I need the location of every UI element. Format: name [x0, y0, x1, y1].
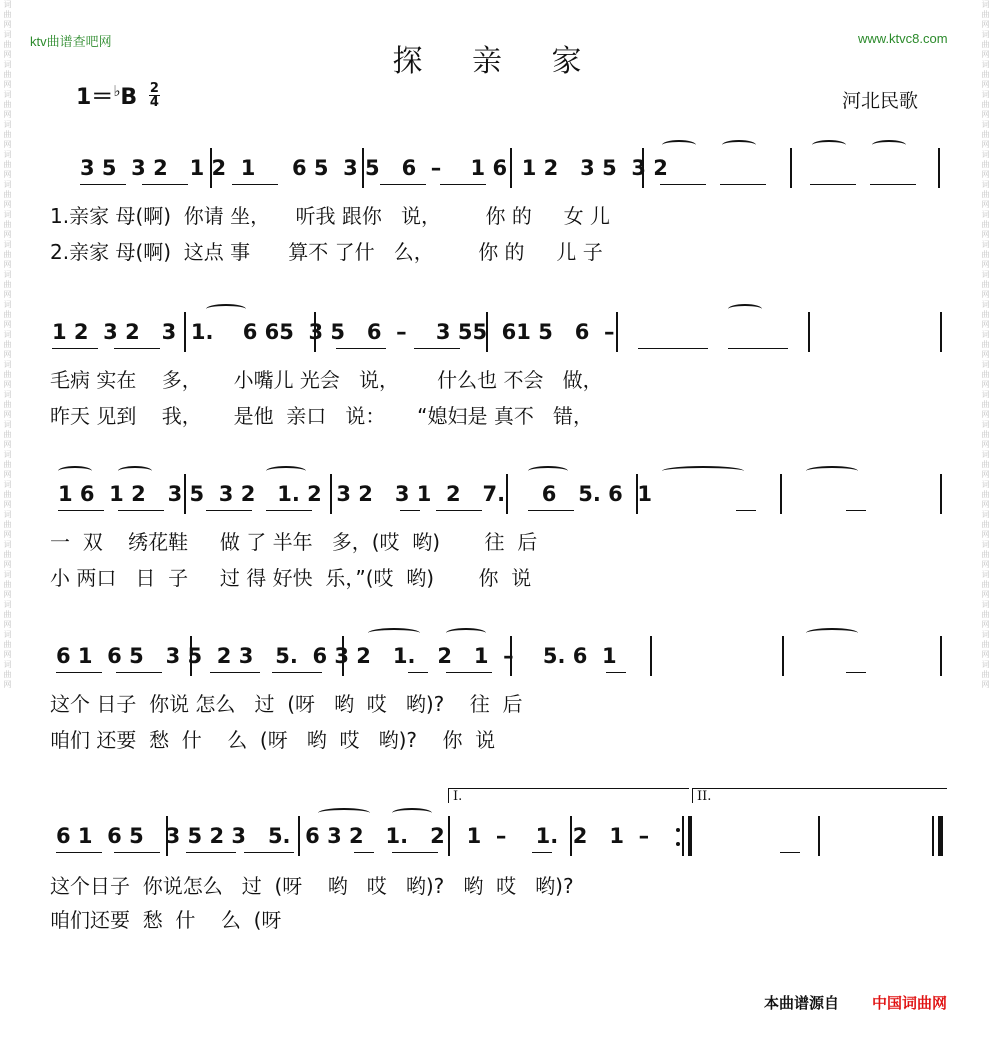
bar-line [184, 312, 186, 352]
slur [662, 140, 696, 150]
underline-beam [846, 672, 866, 673]
bar-line [448, 816, 450, 856]
underline-beam [440, 184, 486, 185]
underline-beam [810, 184, 856, 185]
slur [728, 304, 762, 314]
underline-beam [210, 672, 260, 673]
slur [528, 466, 568, 476]
repeat-bar-thin [682, 816, 684, 856]
final-bar-thick [938, 816, 943, 856]
key-note: B [120, 85, 138, 110]
side-watermark-right: 词曲网词曲网词曲网词曲网词曲网词曲网词曲网词曲网词曲网词曲网词曲网词曲网词曲网词曲网词曲网词曲网词曲网词曲网词曲网词曲网词曲网词曲网词曲网 [981, 0, 990, 690]
bar-line [780, 474, 782, 514]
lyric-verse-2: 咱们 还要 愁 什 么 (呀 哟 哎 哟)? 你 说 [50, 728, 496, 752]
lyric-verse-2: 2.亲家 母(啊) 这点 事 算不 了什 么， 你 的 儿 子 [50, 240, 603, 264]
bar-line [298, 816, 300, 856]
notation-line: 3 5 3 2 1 2 1 6 5 3 5 6 – 1 6 1 2 3 5 3 2 [80, 156, 668, 180]
slur [58, 466, 92, 476]
bar-line [636, 474, 638, 514]
final-bar-thin [932, 816, 934, 856]
slur [872, 140, 906, 150]
notation-line: 6 1 6 5 3 5 2 3 5. 6 3 2 1. 2 1 – 5. 6 1 [56, 644, 617, 668]
underline-beam [244, 852, 294, 853]
repeat-dot [676, 842, 680, 846]
slur [392, 808, 432, 818]
underline-beam [114, 348, 160, 349]
slur [812, 140, 846, 150]
underline-beam [272, 672, 322, 673]
time-top: 2 [149, 80, 159, 96]
volta-first-ending: I. [448, 788, 689, 803]
lyric-verse-2: 昨天 见到 我， 是他 亲口 说： “媳妇是 真不 错， [50, 404, 593, 428]
underline-beam [354, 852, 374, 853]
underline-beam [660, 184, 706, 185]
site-name-left[interactable]: ktv曲谱查吧网 [30, 34, 112, 49]
flat-symbol: ♭ [113, 82, 121, 100]
underline-beam [436, 510, 482, 511]
slur [206, 304, 246, 314]
slur [722, 140, 756, 150]
lyric-verse-1: 这个 日子 你说 怎么 过 (呀 哟 哎 哟)? 往 后 [50, 692, 523, 716]
credit-source-link[interactable]: 中国词曲网 [872, 995, 948, 1012]
underline-beam [446, 672, 492, 673]
repeat-bar-thick [688, 816, 692, 856]
slur [806, 466, 858, 476]
bar-line [510, 148, 512, 188]
underline-beam [392, 852, 438, 853]
underline-beam [736, 510, 756, 511]
underline-beam [56, 672, 102, 673]
key-prefix: 1＝ [76, 85, 114, 110]
underline-beam [528, 510, 574, 511]
bar-line [790, 148, 792, 188]
underline-beam [870, 184, 916, 185]
bar-line [210, 148, 212, 188]
bar-line [190, 636, 192, 676]
underline-beam [638, 348, 708, 349]
bar-line [362, 148, 364, 188]
bar-line [314, 312, 316, 352]
bar-line [570, 816, 572, 856]
lyric-verse-1: 1.亲家 母(啊) 你请 坐， 听我 跟你 说， 你 的 女 儿 [50, 204, 610, 228]
lyric-verse-1: 这个日子 你说怎么 过 (呀 哟 哎 哟)? 哟 哎 哟)? [50, 874, 574, 898]
notation-line: 6 1 6 5 3 5 2 3 5. 6 3 2 1. 2 1 – 1. 2 1 – [56, 824, 650, 848]
bar-line [330, 474, 332, 514]
bar-line [506, 474, 508, 514]
underline-beam [52, 348, 98, 349]
bar-line [818, 816, 820, 856]
bar-line [940, 474, 942, 514]
underline-beam [186, 852, 236, 853]
underline-beam [118, 510, 164, 511]
volta-second-ending: II. [692, 788, 947, 803]
repeat-dot [676, 828, 680, 832]
underline-beam [56, 852, 102, 853]
credit-label: 本曲谱源自 [764, 995, 840, 1012]
key-signature [76, 80, 160, 112]
underline-beam [606, 672, 626, 673]
notation-line: 1 2 3 2 3 1. 6 65 3 5 6 – 3 55 61 5 6 – [52, 320, 615, 344]
song-origin: 河北民歌 [842, 90, 919, 112]
slur [118, 466, 152, 476]
slur [318, 808, 370, 818]
underline-beam [114, 852, 160, 853]
bar-line [642, 148, 644, 188]
slur [662, 466, 744, 476]
bar-line [184, 474, 186, 514]
lyric-verse-1: 一 双 绣花鞋 做 了 半年 多，(哎 哟) 往 后 [50, 530, 538, 554]
underline-beam [58, 510, 104, 511]
bar-line [486, 312, 488, 352]
bar-line [940, 636, 942, 676]
underline-beam [408, 672, 428, 673]
bar-line [940, 312, 942, 352]
bar-line [166, 816, 168, 856]
underline-beam [80, 184, 126, 185]
slur [266, 466, 306, 476]
bar-line [616, 312, 618, 352]
site-url-right[interactable]: www.ktvc8.com [858, 31, 948, 46]
slur [446, 628, 486, 638]
notation-line: 1 6 1 2 3 5 3 2 1. 2 3 2 3 1 2 7. 6 5. 6 1 [58, 482, 652, 506]
slur [368, 628, 420, 638]
underline-beam [780, 852, 800, 853]
song-title: 探 亲 家 [392, 44, 602, 79]
underline-beam [532, 852, 552, 853]
underline-beam [414, 348, 460, 349]
bar-line [650, 636, 652, 676]
bar-line [808, 312, 810, 352]
underline-beam [232, 184, 278, 185]
lyric-verse-2: 咱们还要 愁 什 么 (呀 [50, 908, 282, 932]
side-watermark-left: 词曲网词曲网词曲网词曲网词曲网词曲网词曲网词曲网词曲网词曲网词曲网词曲网词曲网词曲网词曲网词曲网词曲网词曲网词曲网词曲网词曲网词曲网词曲网 [3, 0, 12, 690]
bar-line [782, 636, 784, 676]
time-bottom: 4 [149, 94, 159, 110]
underline-beam [266, 510, 312, 511]
bar-line [342, 636, 344, 676]
underline-beam [116, 672, 162, 673]
underline-beam [336, 348, 386, 349]
lyric-verse-1: 毛病 实在 多， 小嘴儿 光会 说， 什么也 不会 做， [50, 368, 603, 392]
underline-beam [400, 510, 420, 511]
underline-beam [206, 510, 252, 511]
underline-beam [720, 184, 766, 185]
bar-line [510, 636, 512, 676]
bar-line [938, 148, 940, 188]
time-signature [149, 82, 160, 109]
underline-beam [142, 184, 188, 185]
lyric-verse-2: 小 两口 日 子 过 得 好快 乐，”(哎 哟) 你 说 [50, 566, 532, 590]
underline-beam [380, 184, 426, 185]
slur [806, 628, 858, 638]
underline-beam [728, 348, 788, 349]
underline-beam [846, 510, 866, 511]
